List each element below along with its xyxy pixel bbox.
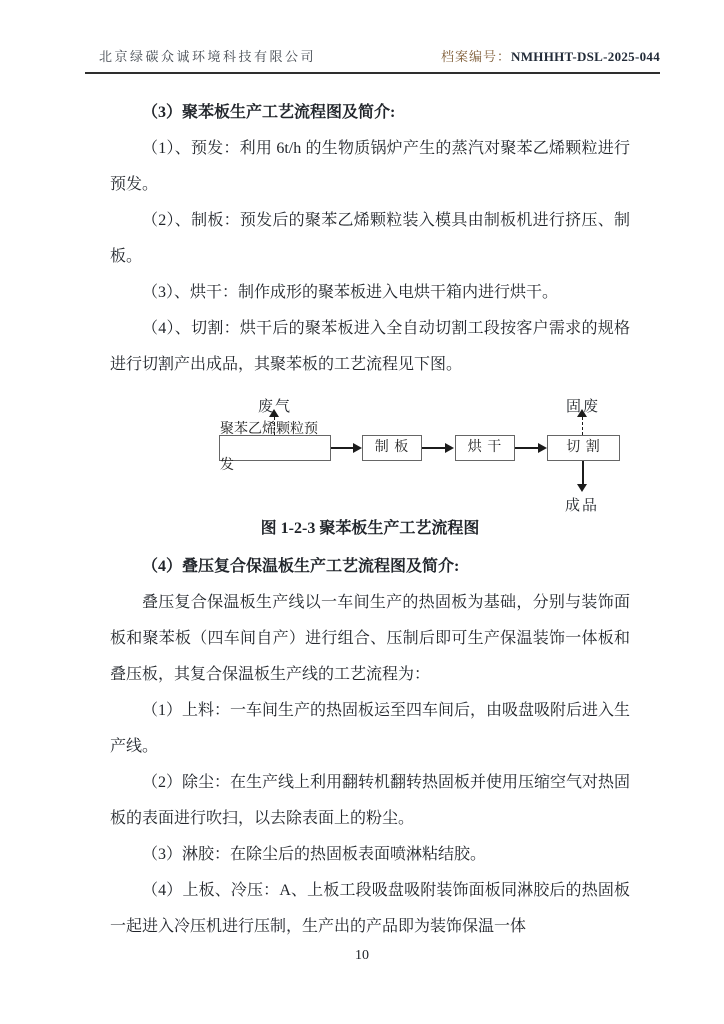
page-header: [85, 0, 660, 74]
section-4-item-2: （2）除尘：在生产线上利用翻转机翻转热固板并使用压缩空气对热固板的表面进行吹扫，以去除表面上的粉尘。: [110, 774, 631, 827]
arrow-right-icon: [445, 443, 454, 453]
waste-gas-label: 废气: [258, 399, 293, 415]
section-4-item-3: （3）淋胶：在除尘后的热固板表面喷淋粘结胶。: [142, 846, 487, 863]
company-name: 北京绿碳众诚环境科技有限公司: [99, 49, 317, 64]
flow-box-cutting: 切 割: [547, 435, 620, 461]
flow-box-board-making: 制 板: [362, 435, 422, 461]
section-3-item-1: （1）、预发：利用 6t/h 的生物质锅炉产生的蒸汽对聚苯乙烯颗粒进行预发。: [110, 140, 630, 193]
product-label: 成品: [565, 498, 600, 514]
section-4-intro: 叠压复合保温板生产线以一车间生产的热固板为基础，分别与装饰面板和聚苯板（四车间自产）进行组合、压制后即可生产保温装饰一体板和叠压板，其复合保温板生产线的工艺流程为：: [110, 594, 630, 683]
document-body: [110, 95, 630, 945]
flow-connector-line-down: [582, 461, 584, 484]
flow-box-drying: 烘 干: [455, 435, 515, 461]
flow-box-pre-expansion: 聚苯乙烯颗粒预发: [219, 435, 331, 461]
arrow-down-icon: [577, 484, 587, 492]
section-4-item-4: （4）上板、冷压：A、上板工段吸盘吸附装饰面板同淋胶后的热固板一起进入冷压机进行压制，生产出的产品即为装饰保温一体: [110, 882, 630, 935]
arrow-right-icon: [538, 443, 547, 453]
file-number-label: 档案编号：: [441, 49, 512, 64]
section-3-item-3: （3）、烘干：制作成形的聚苯板进入电烘干箱内进行烘干。: [142, 284, 559, 301]
arrow-up-dashed-icon: [577, 409, 587, 417]
file-number: [441, 46, 660, 65]
section-3-item-2: （2）、制板：预发后的聚苯乙烯颗粒装入模具由制板机进行挤压、制板。: [110, 212, 630, 265]
process-flow-diagram: [165, 389, 635, 514]
section-4-heading: （4）叠压复合保温板生产工艺流程图及简介:: [142, 558, 460, 575]
section-3-heading: （3）聚苯板生产工艺流程图及简介:: [142, 104, 396, 121]
figure-caption: 图 1-2-3 聚苯板生产工艺流程图: [260, 520, 480, 537]
section-3-item-4: （4）、切割：烘干后的聚苯板进入全自动切割工段按客户需求的规格进行切割产出成品，其聚苯板的工艺流程见下图。: [110, 320, 630, 373]
flow-connector-line: [515, 447, 538, 449]
solid-waste-label: 固废: [566, 399, 601, 415]
page-header-row: [85, 46, 660, 65]
flow-connector-line: [422, 447, 445, 449]
section-4-item-1: （1）上料：一车间生产的热固板运至四车间后，由吸盘吸附后进入生产线。: [110, 702, 631, 755]
page-number: 10: [355, 948, 369, 963]
file-number-value: NMHHHT-DSL-2025-044: [511, 49, 660, 64]
flow-connector-line: [331, 447, 353, 449]
arrow-right-icon: [353, 443, 362, 453]
